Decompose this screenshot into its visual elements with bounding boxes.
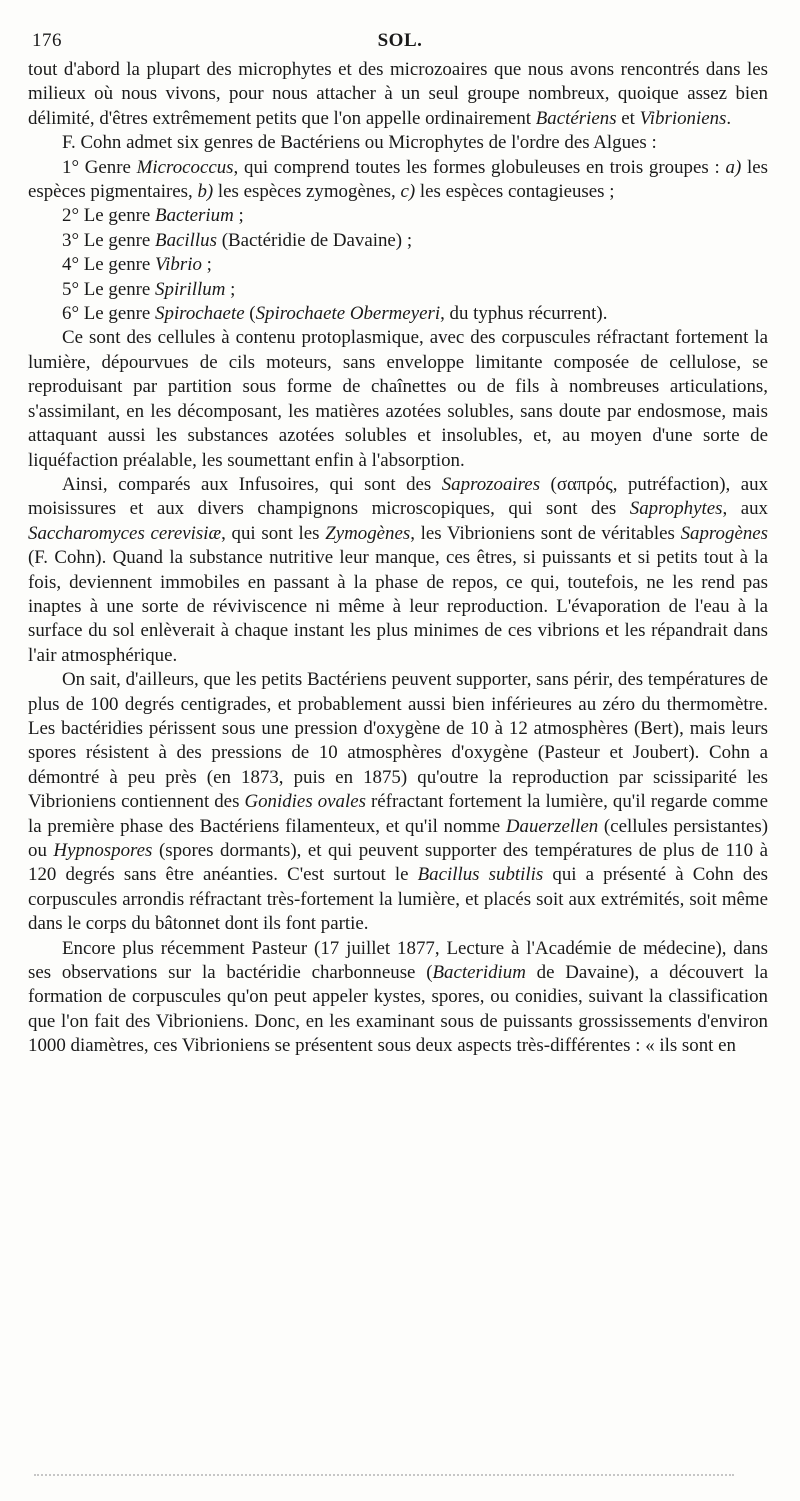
text-run: les espèces pigmentaires, [28, 156, 769, 203]
text-run: Encore plus récemment Pasteur (17 juillet 1877, Lecture à l'Académie de médecine), dans ses observations sur la bactéridie charbonneuse ( [28, 937, 768, 984]
genre-name: Spirochaete [155, 303, 245, 325]
term-bacillus-subtilis: Bacillus subtilis [417, 864, 544, 886]
genre-item-1 [28, 156, 768, 205]
text-run: ; [225, 278, 236, 300]
paragraph-pasteur [28, 937, 768, 1059]
text-run: ( [244, 303, 256, 325]
genre-name: Vibrio [155, 254, 202, 276]
text-run: , les Vibrioniens sont de véritables [410, 522, 681, 544]
term-zymogenes: Zymogènes [325, 522, 411, 544]
genre-number: 2° [62, 205, 79, 227]
text-run: ; [201, 254, 212, 276]
text-run: réfractant fortement la lumière, qu'il regarde comme la première phase des Bactériens filamenteux, et qu'il nomme [28, 791, 768, 837]
genre-number: 1° [62, 156, 79, 178]
text-run: Ainsi, comparés aux Infusoires, qui sont des [62, 473, 442, 495]
term-bacteridium: Bacteridium [432, 962, 526, 984]
page-header [32, 30, 768, 56]
text-run: (spores dormants), et qui peuvent supporter des températures de plus de 110 à 120 degrés sans être anéanties. C'est surtout le [28, 840, 768, 886]
running-head: SOL. [377, 30, 423, 51]
genre-list [28, 156, 768, 327]
group-label-c: c) [400, 181, 416, 203]
page-number: 176 [32, 30, 62, 51]
text-run: (cellules persistantes) ou [28, 815, 768, 861]
group-label-b: b) [197, 181, 214, 203]
genre-number: 6° [62, 303, 79, 325]
text-run: Le genre [79, 278, 156, 300]
term-dauerzellen: Dauerzellen [505, 815, 599, 837]
text-run: et [616, 107, 640, 129]
genre-item-4 [28, 253, 768, 277]
text-run: ; [233, 205, 244, 227]
genre-item-6 [28, 302, 768, 326]
text-run: Le genre [79, 229, 156, 251]
text-run: On sait, d'ailleurs, que les petits Bactériens peuvent supporter, sans périr, des températures de plus de 100 degrés centigrades, et probablement aussi bien inférieures au zéro du thermomètre. Les bactéridies périssent sous une pression d'oxygène de 10 à 12 atmosphères (Bert), mais leurs spores résistent à des pressions de 10 atmosphères d'oxygène (Pasteur et Joubert). Cohn a démontré à peu près (en 1873, puis en 1875) qu'outre la reproduction par scissiparité les Vibrioniens contiennent des [28, 669, 768, 813]
term-saccharomyces: Saccharomyces cerevisiæ [28, 522, 222, 544]
genre-name: Bacterium [155, 205, 234, 227]
text-run: de Davaine), a découvert la formation de corpuscules qu'on peut appeler kystes, spores, ou conidies, suivant la classification que l'on fait des Vibrioniens. Donc, en les examinant sous de puissants grossissements d'environ 1000 diamètres, ces Vibrioniens se présentent sous deux aspects très-différentes : « ils sont en [28, 962, 768, 1057]
text-run: qui a présenté à Cohn des corpuscules arrondis réfractant très-fortement la lumière, et placés soit aux extrémités, soit même dans le corps du bâtonnet dont ils font partie. [28, 864, 769, 935]
footer-divider [34, 1474, 734, 1478]
text-run: (F. Cohn). Quand la substance nutritive leur manque, ces êtres, si puissants et si petits tout à la fois, deviennent immobiles en passant à la phase de repos, ce qui, toutefois, ne les rend pas inaptes à une sorte de réviviscence ni même à leur reproduction. L'évaporation de l'eau à la surface du sol enlèverait à chaque instant les plus minimes de ces vibrions et les répandrait dans l'air atmosphérique. [28, 547, 768, 666]
text-run: , qui comprend toutes les formes globuleuses en trois groupes : [233, 156, 726, 178]
genre-name: Bacillus [155, 229, 217, 251]
paragraph-continued [28, 58, 768, 131]
genre-item-2 [28, 204, 768, 228]
term-gonidies: Gonidies ovales [244, 791, 366, 813]
term-saprogenes: Saprogènes [680, 522, 769, 544]
text-run: , qui sont les [221, 522, 326, 544]
term-saprophytes: Saprophytes [629, 498, 723, 520]
text-run: . [726, 107, 732, 129]
genre-name: Micrococcus [136, 156, 234, 178]
text-run: (σαπρός, putréfaction), aux moisissures et aux divers champignons microscopiques, qui sont des [28, 473, 769, 520]
genre-number: 3° [62, 229, 79, 251]
genre-number: 5° [62, 278, 79, 300]
term-vibrioniens: Vibrioniens [639, 107, 727, 129]
text-run: Le genre [79, 303, 156, 325]
text-run: (Bactéridie de Davaine) ; [216, 229, 413, 251]
page-body [28, 58, 768, 1059]
term-hypnospores: Hypnospores [53, 840, 153, 861]
genre-name: Spirillum [155, 278, 226, 300]
genre-item-5 [28, 278, 768, 302]
text-run: , aux [722, 498, 768, 520]
text-run: Le genre [79, 254, 156, 276]
paragraph-cellules: Ce sont des cellules à contenu protoplasmique, avec des corpuscules réfractant fortement la lumière, dépourvues de cils moteurs, sans enveloppe limitante composée de cellulose, se reproduisant par partition sous forme de chaînettes ou de fils à nombreuses articulations, s'assimilant, en les décomposant, les matières azotées solubles, sans doute par endosmose, mais attaquant aussi les substances azotées solubles et insolubles, et, au moyen d'une sorte de liquéfaction préalable, les soumettant enfin à l'absorption. [28, 327, 768, 471]
species-name: Spirochaete Obermeyeri [255, 303, 441, 325]
paragraph-temperatures [28, 668, 768, 936]
text-run: Genre [79, 156, 137, 178]
text-run: les espèces zymogènes, [213, 181, 401, 203]
genre-number: 4° [62, 254, 79, 276]
paragraph-cohn-genres: F. Cohn admet six genres de Bactériens ou Microphytes de l'ordre des Algues : [62, 132, 657, 154]
genre-item-3 [28, 229, 768, 253]
text-run: les espèces contagieuses ; [415, 181, 615, 203]
paragraph-saprogenes [28, 473, 768, 668]
text-run: Le genre [79, 205, 156, 227]
text-run: , du typhus récurrent). [440, 303, 608, 325]
term-bacteriens: Bactériens [535, 107, 617, 129]
group-label-a: a) [725, 156, 742, 178]
term-saprozoaires: Saprozoaires [441, 473, 541, 495]
text-run: tout d'abord la plupart des microphytes et des microzoaires que nous avons rencontrés dans les milieux où nous vivons, pour nous attacher à un seul groupe nombreux, quoique assez bien délimité, d'êtres extrêmement petits que l'on appelle ordinairement [28, 59, 768, 129]
